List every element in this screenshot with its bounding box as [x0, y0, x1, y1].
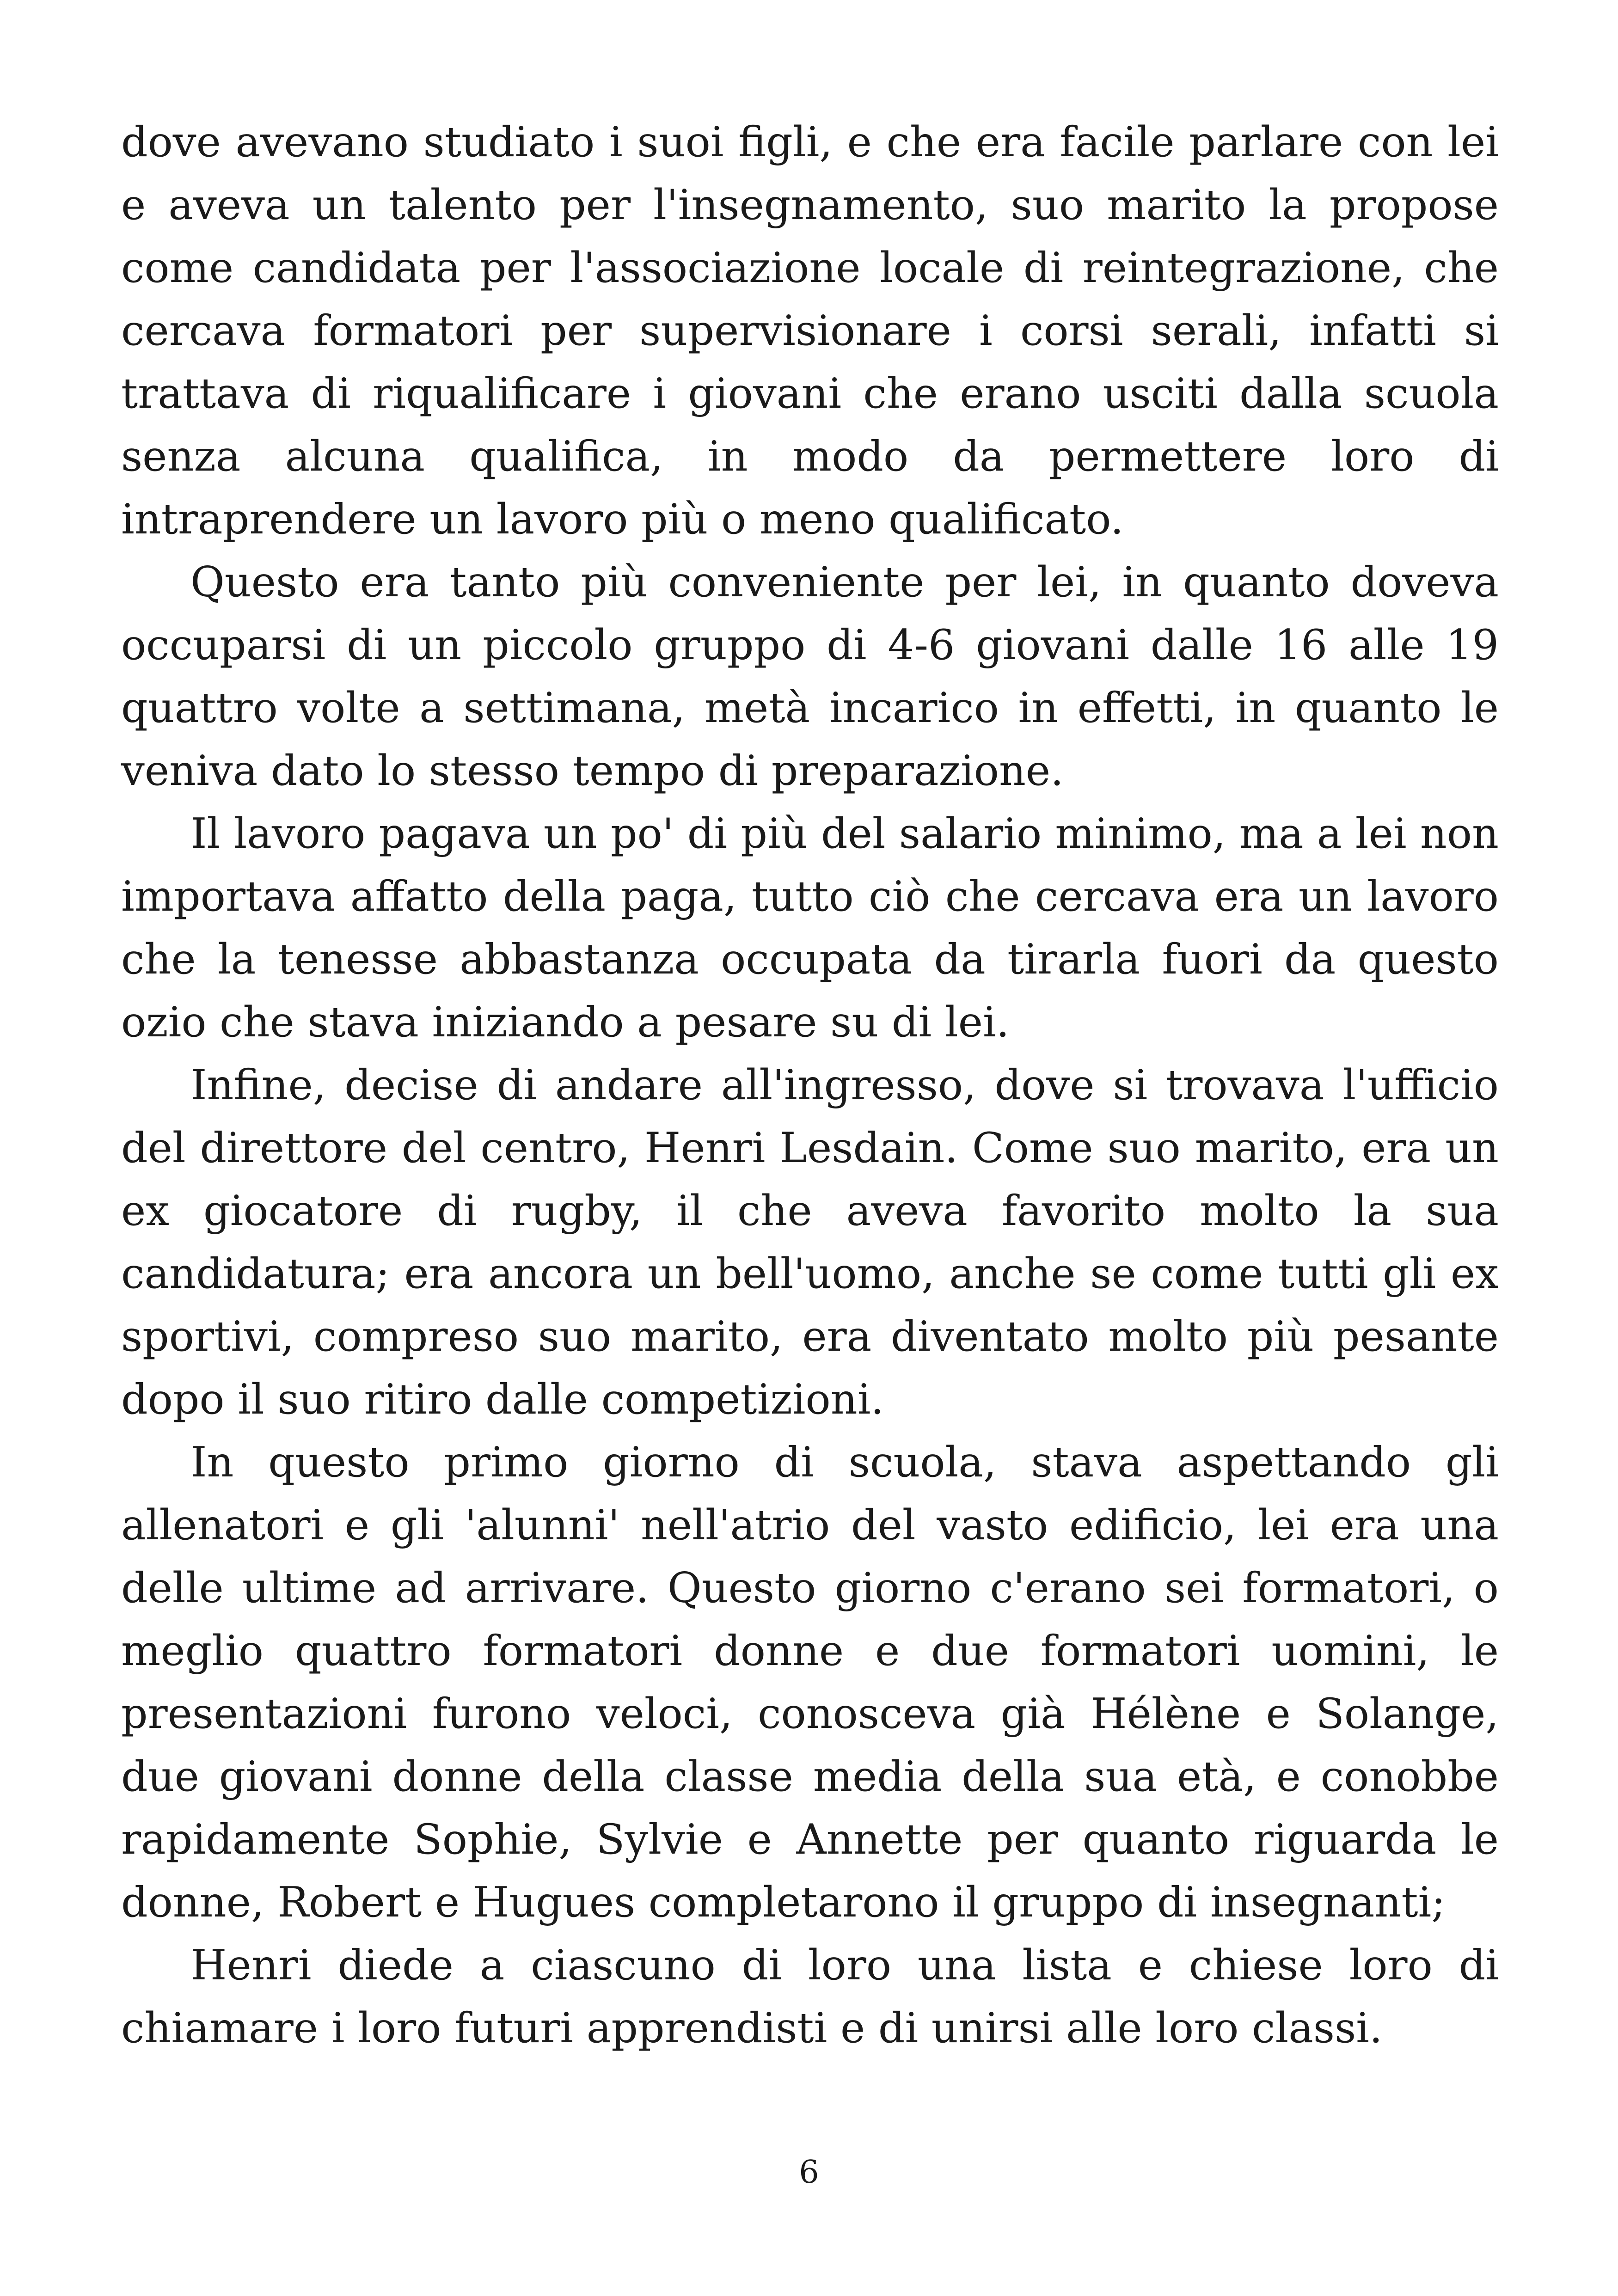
paragraph-3: Il lavoro pagava un po' di più del salario minimo, ma a lei non importava affatto della paga, tutto ciò che cercava era un lavoro che la tenesse abbastanza occupata da tirarla fuori da questo ozio che stava iniziando a pesare su di lei. [121, 809, 1499, 1047]
paragraph-6: Henri diede a ciascuno di loro una lista e chiese loro di chiamare i loro futuri apprendisti e di unirsi alle loro classi. [121, 1941, 1499, 2052]
paragraph-4: Infine, decise di andare all'ingresso, dove si trovava l'ufficio del direttore del centro, Henri Lesdain. Come suo marito, era un ex giocatore di rugby, il che aveva favorito molto la sua candidatura; era ancora un bell'uomo, anche se come tutti gli ex sportivi, compreso suo marito, era diventato molto più pesante dopo il suo ritiro dalle competizioni. [121, 1061, 1499, 1424]
paragraph-2: Questo era tanto più conveniente per lei, in quanto doveva occuparsi di un piccolo gruppo di 4-6 giovani dalle 16 alle 19 quattro volte a settimana, metà incarico in effetti, in quanto le veniva dato lo stesso tempo di preparazione. [121, 558, 1499, 795]
paragraph-1: dove avevano studiato i suoi figli, e che era facile parlare con lei e aveva un talento per l'insegnamento, suo marito la propose come candidata per l'associazione locale di reintegrazione, che cercava formatori per supervisionare i corsi serali, infatti si trattava di riqualificare i giovani che erano usciti dalla scuola senza alcuna qualifica, in modo da permettere loro di intraprendere un lavoro più o meno qualificato. [121, 118, 1499, 544]
body-text [121, 111, 1499, 2060]
page-number: 6 [799, 2154, 819, 2191]
paragraph-5: In questo primo giorno di scuola, stava aspettando gli allenatori e gli 'alunni' nell'atrio del vasto edificio, lei era una delle ultime ad arrivare. Questo giorno c'erano sei formatori, o meglio quattro formatori donne e due formatori uomini, le presentazioni furono veloci, conosceva già Hélène e Solange, due giovani donne della classe media della sua età, e conobbe rapidamente Sophie, Sylvie e Annette per quanto riguarda le donne, Robert e Hugues completarono il gruppo di insegnanti; [121, 1438, 1499, 1927]
